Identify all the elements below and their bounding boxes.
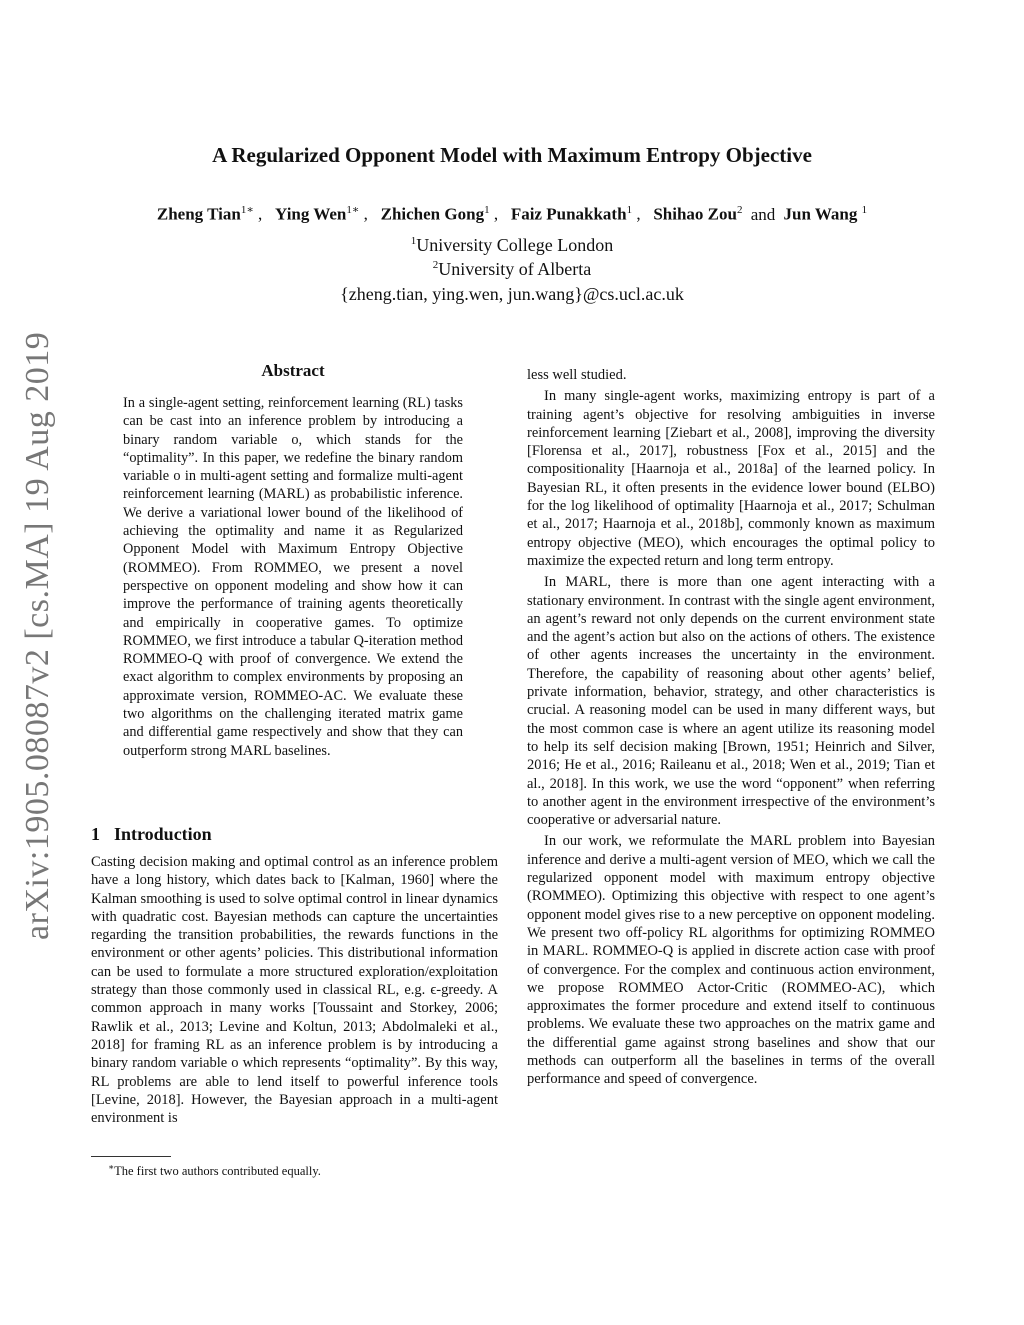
author-name: Zheng Tian: [156, 204, 241, 224]
section-heading: [91, 824, 501, 845]
right-column: [527, 366, 935, 1089]
author-mark: 1∗: [240, 204, 254, 216]
author-separator: ,: [632, 204, 650, 224]
footnote-text: The first two authors contributed equally.: [114, 1164, 321, 1179]
footnote-mark: ∗: [108, 1162, 115, 1172]
arxiv-side-stamp: arXiv:1905.08087v2 [cs.MA] 19 Aug 2019: [19, 331, 56, 940]
abstract-heading: Abstract: [261, 361, 325, 380]
section-title: Introduction: [114, 824, 212, 844]
affiliation-name: University College London: [416, 235, 614, 255]
intro-paragraph: Casting decision making and optimal control as an inference problem have a long history, which dates back to [Kalman, 1960] where the Kalman smoothing is used to solve optimal control in linear dynamics with quadratic cost. Bayesian methods can capture the uncertainties regarding the transition probabilities, the rewards functions in the environment or other agents’ policies. This distributional information can be used to formulate a more structured exploration/exploitation strategy than those commonly used in classical RL, e.g. ϵ-greedy. A common approach in many works [Toussaint and Storkey, 2006; Rawlik et al., 2013; Levine and Koltun, 2013; Abdolmaleki et al., 2018] for framing RL as an inference problem is by introducing a binary random variable o which represents “optimality”. By this way, RL problems are able to lend itself to powerful inference tools [Levine, 2018]. However, the Bayesian approach in a multi-agent environment is: [91, 854, 498, 1127]
paper-title: A Regularized Opponent Model with Maximum Entropy Objective: [212, 143, 812, 167]
footnote-divider: [91, 1156, 171, 1157]
author-separator: ,: [253, 204, 271, 224]
paragraph: In MARL, there is more than one agent interacting with a stationary environment. In contrast with the single agent environment, an agent’s reward not only depends on the current environment state and the agent’s action but also on the actions of others. The existence of other agents increases the uncertainty in the environment. Therefore, the capability of reasoning about other agents’ belief, private information, behavior, strategy, and other characteristics is crucial. A reasoning model can be used in many different ways, but the most common case is where an agent utilize its reasoning model to help its self decision making [Brown, 1951; Heinrich and Silver, 2016; He et al., 2016; Raileanu et al., 2018; Wen et al., 2019; Tian et al., 2018]. In this work, we use the word “opponent” when referring to another agent in the environment irrespective of the environment’s cooperative or adversarial nature.: [527, 574, 935, 829]
author-name: Faiz Punakkath: [510, 204, 627, 224]
section-number: 1: [91, 824, 100, 844]
author-mark: 1∗: [346, 204, 360, 216]
paragraph: less well studied.: [527, 367, 627, 383]
intro-column: [91, 853, 498, 1127]
author-emails: {zheng.tian, ying.wen, jun.wang}@cs.ucl.ac.uk: [340, 284, 684, 304]
affiliation: [0, 259, 1024, 280]
author-name: Jun Wang: [783, 204, 858, 224]
affiliation-mark: 2: [432, 259, 439, 271]
author-name: Zhichen Gong: [380, 204, 485, 224]
authors-and: and: [750, 204, 776, 224]
paragraph: In many single-agent works, maximizing entropy is part of a training agent’s objective for resolving ambiguities in inverse reinforcement learning [Ziebart et al., 2008], improving the diversity [Florensa et al., 2017], robustness [Fox et al., 2015] and the compositionality [Haarnoja et al., 2018a] of the learned policy. In Bayesian RL, it often presents in the evidence lower bound (ELBO) for the log likelihood of optimality [Haarnoja et al., 2017; Schulman et al., 2017; Haarnoja et al., 2018b], commonly known as maximum entropy objective (MEO), which encourages the optimal policy to maximize the expected return and long term entropy.: [527, 388, 935, 569]
author-mark: 1: [484, 204, 490, 216]
abstract-text: In a single-agent setting, reinforcement learning (RL) tasks can be cast into an inference problem by introducing a binary random variable o, which stands for the “optimality”. In this paper, we redefine the binary random variable o in multi-agent setting and formalize multi-agent reinforcement learning (MARL) as probabilistic inference. We derive a variational lower bound of the likelihood of achieving the optimality and name it as Regularized Opponent Model with Maximum Entropy Objective (ROMMEO). From ROMMEO, we present a novel perspective on opponent modeling and show how it can improve the performance of training agents theoretically and empirically in cooperative games. To optimize ROMMEO, we first introduce a tabular Q-iteration method ROMMEO-Q with proof of convergence. We extend the exact algorithm to complex environments by proposing an approximate version, ROMMEO-AC. We evaluate these two algorithms on the challenging iterated matrix game and differential game respectively and show that they can outperform strong MARL baselines.: [123, 395, 463, 759]
author-list: [0, 203, 1024, 225]
author-mark: 1: [861, 204, 868, 216]
author-mark: 2: [736, 204, 743, 216]
author-separator: ,: [359, 204, 377, 224]
author-name: Ying Wen: [275, 204, 347, 224]
affiliation-name: University of Alberta: [438, 259, 592, 279]
author-separator: ,: [489, 204, 507, 224]
paragraph: In our work, we reformulate the MARL problem into Bayesian inference and derive a multi-agent version of MEO, which we call the regularized opponent model with maximum entropy objective (ROMMEO). Optimizing this objective with respect to one agent’s opponent model gives rise to a new perceptive on opponent modeling. We present two off-policy RL algorithms for optimizing ROMMEO in MARL. ROMMEO-Q is applied in discrete action case with proof of convergence. For the complex and continuous action environment, we propose ROMMEO Actor-Critic (ROMMEO-AC), which approximates the former procedure and extend itself to continuous problems. We evaluate these two approaches on the matrix game and the differential game against strong baselines and show that our methods can outperform all the baselines in terms of the overall performance and speed of convergence.: [527, 833, 935, 1088]
affiliation-mark: 1: [410, 235, 417, 247]
affiliation: [0, 235, 1024, 256]
author-name: Shihao Zou: [653, 204, 737, 224]
author-mark: 1: [626, 204, 633, 216]
footnote: [108, 1162, 498, 1179]
